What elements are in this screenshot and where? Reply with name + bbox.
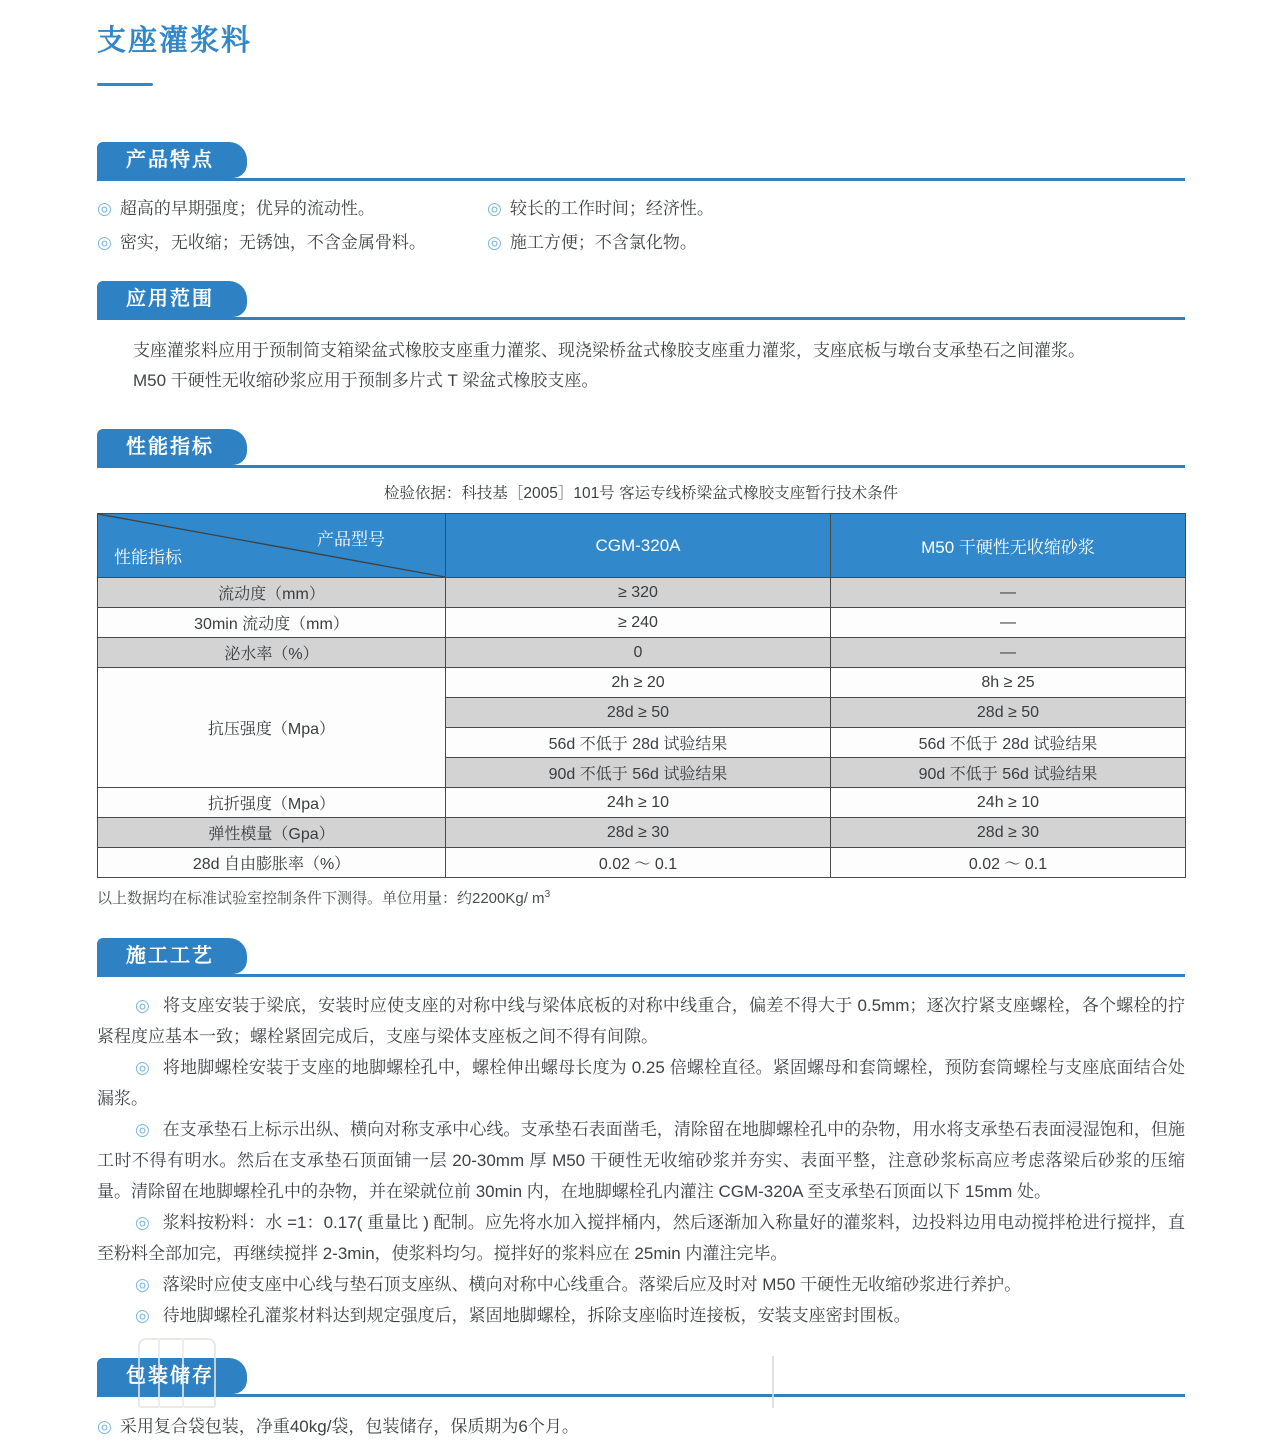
ring-bullet-icon: ◎: [97, 199, 112, 218]
application-line: 支座灌浆料应用于预制简支箱梁盆式橡胶支座重力灌浆、现浇梁桥盆式橡胶支座重力灌浆，支座底板与墩台支承垫石之间灌浆。: [133, 341, 1085, 360]
section-tab-construction: 施工工艺: [97, 938, 247, 974]
section-features: [97, 142, 1185, 254]
construction-paragraph-text: 将地脚螺栓安装于支座的地脚螺栓孔中，螺栓伸出螺母长度为 0.25 倍螺栓直径。紧固螺母和套筒螺栓，预防套筒螺栓与支座底面结合处漏浆。: [97, 1058, 1185, 1108]
cell-cgm: 0: [446, 638, 831, 668]
section-header: [97, 938, 1185, 977]
bullet-item-text: 较长的工作时间；经济性。: [509, 199, 714, 218]
section-performance: [97, 429, 1185, 908]
table-row: [98, 608, 1186, 638]
construction-paragraph-text: 将支座安装于梁底，安装时应使支座的对称中线与梁体底板的对称中线重合，偏差不得大于 0.5mm；逐次拧紧支座螺栓，各个螺栓的拧紧程度应基本一致；螺栓紧固完成后，支座与梁体支座板之间不得有间隙。: [97, 996, 1185, 1046]
row-label: 抗压强度（Mpa）: [98, 668, 446, 788]
ring-bullet-icon: ◎: [135, 1275, 150, 1294]
construction-paragraph-text: 在支承垫石上标示出纵、横向对称支承中心线。支承垫石表面凿毛，清除留在地脚螺栓孔中的杂物，用水将支承垫石表面浸湿饱和，但施工时不得有明水。然后在支承垫石顶面铺一层 20-30mm 厚 M50 干硬性无收缩砂浆并夯实、表面平整，注意砂浆标高应考虑落梁后砂浆的压缩量。清除留在地脚螺栓孔中的杂物，并在梁就位前 30min 内，在地脚螺栓孔内灌注 CGM-320A 至支承垫石顶面以下 15mm 处。: [97, 1120, 1185, 1201]
section-tab-features: 产品特点: [97, 142, 247, 178]
cell-m50: —: [831, 608, 1186, 638]
watermark-bag-outline: [138, 1338, 216, 1408]
section-tab-packaging: 包装储存: [97, 1358, 247, 1394]
ring-bullet-icon: ◎: [135, 1213, 150, 1232]
cell-cgm: 28d ≥ 50: [446, 698, 831, 728]
corner-label-performance-index: 性能指标: [114, 548, 182, 567]
table-row: [98, 848, 1186, 878]
watermark-vertical-line: [772, 1356, 774, 1408]
table-row: [98, 788, 1186, 818]
cell-m50: —: [831, 578, 1186, 608]
construction-text: [97, 990, 1185, 1331]
row-label: 泌水率（%）: [98, 638, 446, 668]
cell-m50: 0.02 ～ 0.1: [831, 848, 1186, 878]
section-application: [97, 281, 1185, 396]
bullet-item-text: 采用复合袋包装，净重40kg/袋，包装储存，保质期为6个月。: [119, 1417, 579, 1436]
ring-bullet-icon: ◎: [135, 1306, 150, 1325]
feature-item: [97, 232, 487, 254]
table-row: [98, 638, 1186, 668]
row-label: 流动度（mm）: [98, 578, 446, 608]
table-note: 以上数据均在标准试验室控制条件下测得。单位用量：约2200Kg/ $m^3$: [97, 889, 551, 907]
construction-paragraph: [97, 1114, 1185, 1207]
feature-item: [97, 198, 487, 220]
title-underline: [97, 83, 153, 86]
cell-m50: 90d 不低于 56d 试验结果: [831, 758, 1186, 788]
construction-paragraph: [97, 1052, 1185, 1114]
section-construction: [97, 938, 1185, 1331]
bullet-item-text: 超高的早期强度；优异的流动性。: [119, 199, 375, 218]
ring-bullet-icon: ◎: [135, 1058, 151, 1077]
feature-item: [487, 198, 1185, 220]
ring-bullet-icon: ◎: [97, 233, 112, 252]
table-row: [98, 578, 1186, 608]
corner-label-product-model: 产品型号: [317, 530, 385, 549]
construction-paragraph: [97, 1207, 1185, 1269]
ring-bullet-icon: ◎: [135, 1120, 150, 1139]
construction-paragraph: [97, 990, 1185, 1052]
cell-cgm: 90d 不低于 56d 试验结果: [446, 758, 831, 788]
bullet-item-text: 密实，无收缩；无锈蚀，不含金属骨料。: [119, 233, 426, 252]
column-header-cgm: CGM-320A: [446, 514, 831, 578]
section-header: [97, 1358, 1185, 1397]
cell-m50: 28d ≥ 30: [831, 818, 1186, 848]
feature-item: [487, 232, 1185, 254]
table-row: [98, 668, 1186, 698]
cell-cgm: 2h ≥ 20: [446, 668, 831, 698]
ring-bullet-icon: ◎: [487, 199, 502, 218]
row-label: 30min 流动度（mm）: [98, 608, 446, 638]
packaging-item: [97, 1412, 1185, 1442]
cell-cgm: ≥ 320: [446, 578, 831, 608]
application-text: [97, 336, 1185, 396]
section-header: [97, 281, 1185, 320]
performance-table: [97, 513, 1186, 878]
construction-paragraph: [97, 1269, 1185, 1300]
cell-cgm: 0.02 ～ 0.1: [446, 848, 831, 878]
application-line: M50 干硬性无收缩砂浆应用于预制多片式 T 梁盆式橡胶支座。: [133, 371, 599, 390]
features-list: [97, 198, 1185, 254]
diagonal-corner-cell: [98, 514, 446, 578]
cell-cgm: ≥ 240: [446, 608, 831, 638]
cell-m50: 8h ≥ 25: [831, 668, 1186, 698]
row-label: 抗折强度（Mpa）: [98, 788, 446, 818]
cell-m50: —: [831, 638, 1186, 668]
construction-paragraph-text: 待地脚螺栓孔灌浆材料达到规定强度后，紧固地脚螺栓，拆除支座临时连接板，安装支座密封围板。: [157, 1306, 911, 1325]
section-tab-performance: 性能指标: [97, 429, 247, 465]
page-title: 支座灌浆料: [97, 25, 253, 57]
section-packaging: [97, 1358, 1185, 1442]
construction-paragraph: [97, 1300, 1185, 1331]
column-header-m50: M50 干硬性无收缩砂浆: [831, 514, 1186, 578]
section-tab-application: 应用范围: [97, 281, 247, 317]
row-label: 弹性模量（Gpa）: [98, 818, 446, 848]
construction-paragraph-text: 落梁时应使支座中心线与垫石顶支座纵、横向对称中心线重合。落梁后应及时对 M50 干硬性无收缩砂浆进行养护。: [157, 1275, 1022, 1294]
inspection-basis: 检验依据：科技基［2005］101号 客运专线桥梁盆式橡胶支座暂行技术条件: [383, 485, 899, 502]
ring-bullet-icon: ◎: [97, 1417, 112, 1436]
section-header: [97, 429, 1185, 468]
cell-m50: 24h ≥ 10: [831, 788, 1186, 818]
ring-bullet-icon: ◎: [135, 996, 151, 1015]
section-header: [97, 142, 1185, 181]
table-row: [98, 818, 1186, 848]
packaging-list: [97, 1412, 1185, 1442]
row-label: 28d 自由膨胀率（%）: [98, 848, 446, 878]
cell-cgm: 24h ≥ 10: [446, 788, 831, 818]
cell-m50: 56d 不低于 28d 试验结果: [831, 728, 1186, 758]
ring-bullet-icon: ◎: [487, 233, 502, 252]
construction-paragraph-text: 浆料按粉料：水 =1：0.17( 重量比 ) 配制。应先将水加入搅拌桶内，然后逐渐加入称量好的灌浆料，边投料边用电动搅拌枪进行搅拌，直至粉料全部加完，再继续搅拌 2-3min，使浆料均匀。搅拌好的浆料应在 25min 内灌注完毕。: [97, 1213, 1185, 1263]
bullet-item-text: 施工方便；不含氯化物。: [509, 233, 697, 252]
cell-m50: 28d ≥ 50: [831, 698, 1186, 728]
table-header-row: [98, 514, 1186, 578]
cell-cgm: 28d ≥ 30: [446, 818, 831, 848]
cell-cgm: 56d 不低于 28d 试验结果: [446, 728, 831, 758]
